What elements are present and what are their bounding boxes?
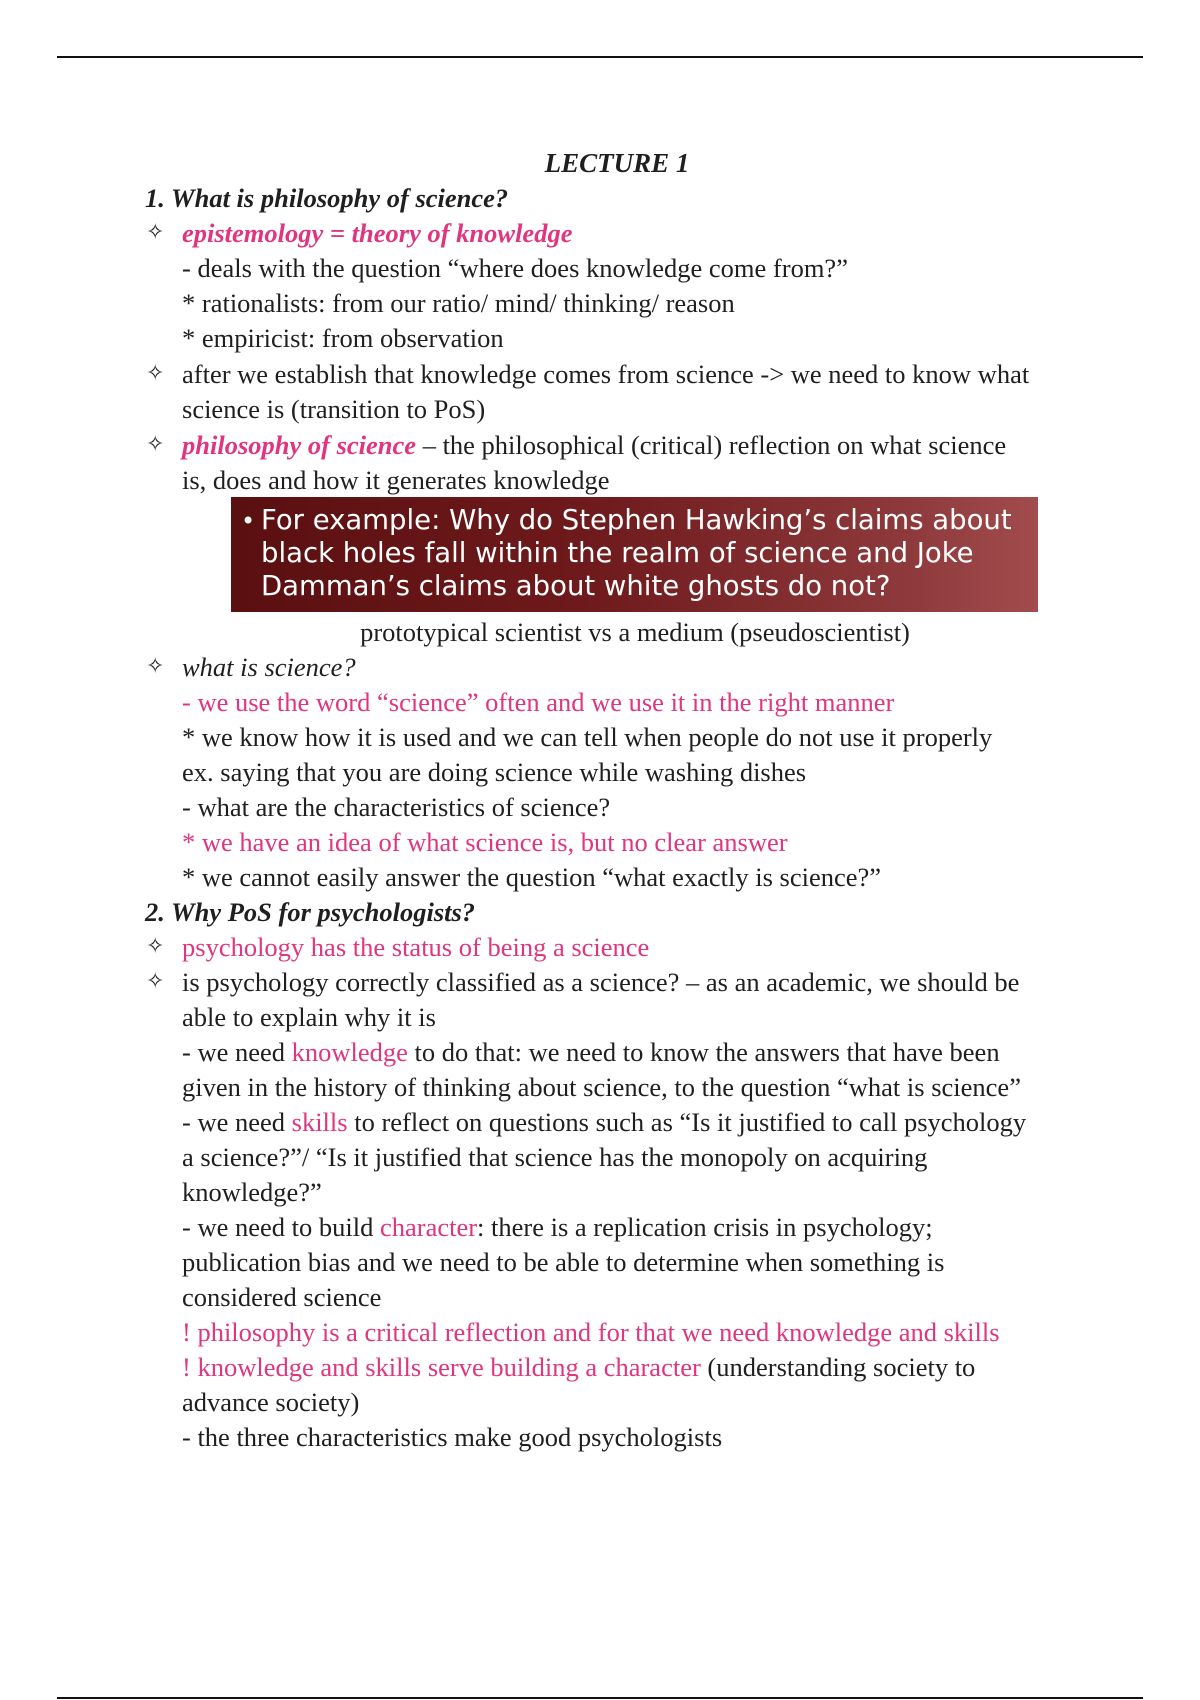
science-line-2: * we know how it is used and we can tell when people do not use it properly (182, 722, 993, 752)
science-line-4: - what are the characteristics of science? (182, 792, 611, 822)
epistemology-line-1: - deals with the question “where does knowledge come from?” (182, 253, 848, 283)
star-bullet-icon: ✧ (146, 934, 165, 959)
banner-bullet: • (241, 507, 256, 535)
note-2-line-1 (182, 1350, 975, 1385)
skills-line-2: a science?”/ “Is it justified that science has the monopoly on acquiring (182, 1142, 928, 1172)
epistemology-line-3: * empiricist: from observation (182, 323, 504, 353)
note-2-line-2: advance society) (182, 1387, 360, 1417)
skills-line-1 (182, 1105, 1026, 1140)
note-2-highlight: ! knowledge and skills serve building a character (182, 1352, 701, 1382)
skills-keyword: skills (291, 1107, 348, 1137)
pos-definition-line-1 (182, 428, 1006, 463)
knowledge-line-1 (182, 1035, 1000, 1070)
star-bullet-icon: ✧ (146, 220, 165, 245)
classified-line-1: is psychology correctly classified as a science? – as an academic, we should be (182, 967, 1020, 997)
character-line-3: considered science (182, 1282, 382, 1312)
science-line-5: * we have an idea of what science is, but no clear answer (182, 827, 788, 857)
pos-term: philosophy of science (182, 430, 417, 460)
science-line-6: * we cannot easily answer the question “what exactly is science?” (182, 862, 882, 892)
pos-definition-rest: – the philosophical (critical) reflection on what science (416, 430, 1007, 460)
star-bullet-icon: ✧ (146, 361, 165, 386)
closing-line: - the three characteristics make good psychologists (182, 1422, 723, 1452)
knowledge-keyword: knowledge (291, 1037, 408, 1067)
skills-line-3: knowledge?” (182, 1177, 322, 1207)
epistemology-line-2: * rationalists: from our ratio/ mind/ thinking/ reason (182, 288, 735, 318)
banner-caption: prototypical scientist vs a medium (pseudoscientist) (360, 617, 910, 647)
transition-line-1: after we establish that knowledge comes from science -> we need to know what (182, 359, 1030, 389)
science-line-1: - we use the word “science” often and we use it in the right manner (182, 687, 895, 717)
star-bullet-icon: ✧ (146, 969, 165, 994)
knowledge-prefix: - we need (182, 1037, 292, 1067)
psychology-status: psychology has the status of being a science (182, 932, 650, 962)
banner-text (261, 504, 1026, 603)
bottom-rule (57, 1697, 1143, 1699)
example-banner (231, 497, 1038, 612)
character-line-1 (182, 1210, 933, 1245)
character-prefix: - we need to build (182, 1212, 380, 1242)
character-line-2: publication bias and we need to be able to determine when something is (182, 1247, 945, 1277)
banner-line-2: black holes fall within the realm of science and Joke (261, 537, 974, 569)
knowledge-line-2: given in the history of thinking about science, to the question “what is science” (182, 1072, 1021, 1102)
banner-line-3: Damman’s claims about white ghosts do not? (261, 570, 891, 602)
skills-suffix: to reflect on questions such as “Is it justified to call psychology (347, 1107, 1027, 1137)
star-bullet-icon: ✧ (146, 654, 165, 679)
skills-prefix: - we need (182, 1107, 292, 1137)
pos-definition-line-2: is, does and how it generates knowledge (182, 465, 610, 495)
classified-line-2: able to explain why it is (182, 1002, 436, 1032)
character-suffix: : there is a replication crisis in psychology; (477, 1212, 933, 1242)
knowledge-suffix: to do that: we need to know the answers that have been (407, 1037, 1000, 1067)
page-title: LECTURE 1 (544, 148, 690, 178)
note-1: ! philosophy is a critical reflection and for that we need knowledge and skills (182, 1317, 1000, 1347)
epistemology-term: epistemology = theory of knowledge (182, 218, 573, 248)
section-heading-1: 1. What is philosophy of science? (145, 183, 509, 213)
character-keyword: character (379, 1212, 478, 1242)
transition-line-2: science is (transition to PoS) (182, 394, 486, 424)
what-is-science-term: what is science? (182, 652, 356, 682)
section-heading-2: 2. Why PoS for psychologists? (145, 897, 476, 927)
banner-line-1: For example: Why do Stephen Hawking’s claims about (261, 504, 1012, 536)
star-bullet-icon: ✧ (146, 432, 165, 457)
science-line-3: ex. saying that you are doing science while washing dishes (182, 757, 807, 787)
note-2-rest: (understanding society to (700, 1352, 976, 1382)
